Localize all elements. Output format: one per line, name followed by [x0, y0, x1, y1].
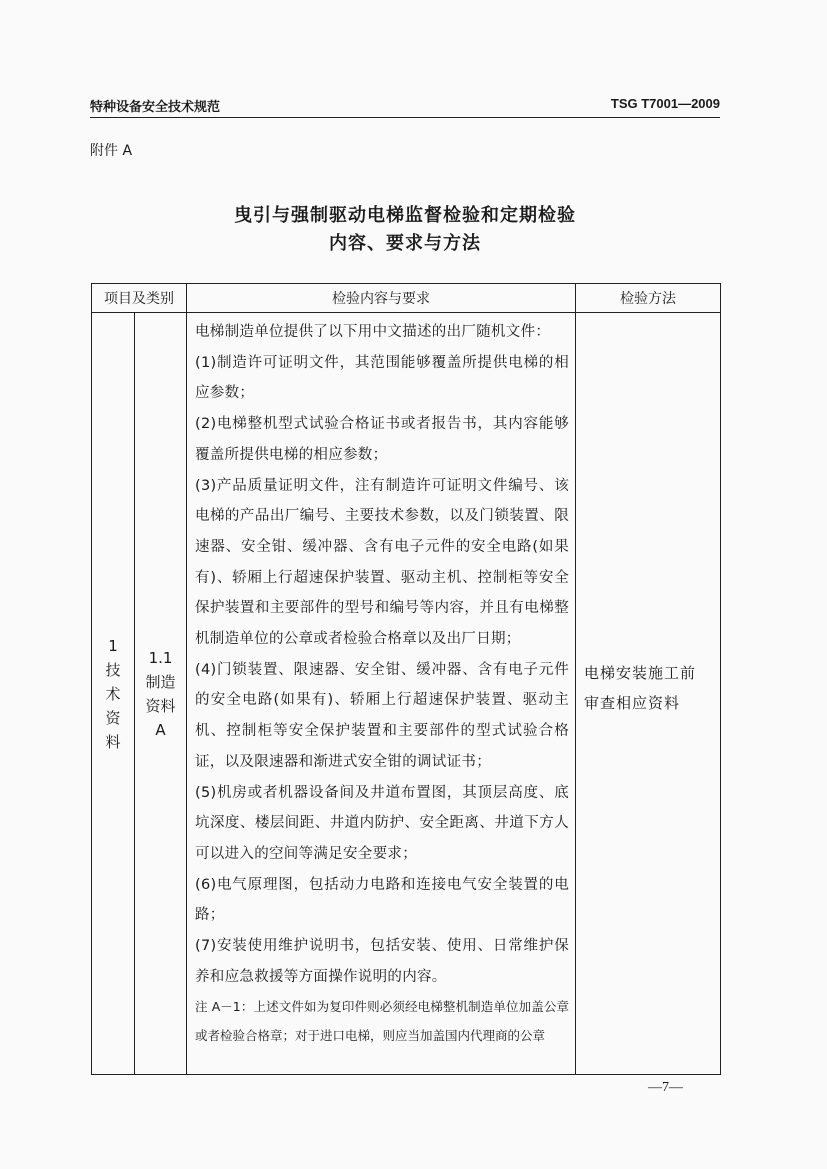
- appendix-label: 附件 A: [90, 143, 133, 159]
- content-paragraph: (6)电气原理图，包括动力电路和连接电气安全装置的电路；: [195, 876, 569, 924]
- subcategory-line: 资料: [145, 696, 176, 715]
- method-cell: [576, 313, 721, 1075]
- subcategory-cell: [135, 313, 187, 1075]
- category-cell: [92, 313, 135, 1075]
- inspection-table: [91, 283, 721, 1075]
- subcategory-line: A: [155, 720, 166, 739]
- category-char: 资: [105, 708, 121, 727]
- category-char: 术: [105, 684, 121, 703]
- content-paragraph: (5)机房或者机器设备间及井道布置图，其顶层高度、底坑深度、楼层间距、井道内防护、安全距离、井道下方人可以进入的空间等满足安全要求；: [195, 784, 569, 862]
- header-category: 项目及类别: [92, 284, 187, 313]
- content-paragraph: (7)安装使用维护说明书，包括安装、使用、日常维护保养和应急救援等方面操作说明的内容。: [195, 938, 569, 985]
- subcategory-line: 制造: [145, 672, 176, 691]
- content-paragraph: (2)电梯整机型式试验合格证书或者报告书，其内容能够覆盖所提供电梯的相应参数；: [195, 416, 569, 463]
- method-line: 电梯安装施工前: [584, 664, 697, 682]
- table-row: [92, 313, 721, 1075]
- content-paragraph: (3)产品质量证明文件，注有制造许可证明文件编号、该电梯的产品出厂编号、主要技术参数，以及门锁装置、限速器、安全钳、缓冲器、含有电子元件的安全电路(如果有)、轿厢上行超速保护装置、驱动主机、控制柜等安全保护装置和主要部件的型号和编号等内容，并且有电梯整机制造单位的公章或者检验合格章以及出厂日期；: [195, 477, 569, 648]
- page-number: —7—: [648, 1080, 683, 1095]
- method-line: 审查相应资料: [584, 694, 681, 712]
- header-standard-code: TSG T7001—2009: [610, 96, 720, 111]
- header-method: 检验方法: [576, 284, 721, 313]
- header-content: 检验内容与要求: [187, 284, 576, 313]
- category-char: 料: [105, 732, 121, 751]
- content-paragraph: 电梯制造单位提供了以下用中文描述的出厂随机文件：: [195, 324, 551, 340]
- table-header-row: [92, 284, 721, 313]
- document-title-line1: 曳引与强制驱动电梯监督检验和定期检验: [234, 205, 576, 226]
- category-number: 1: [108, 636, 118, 655]
- content-paragraph: (4)门锁装置、限速器、安全钳、缓冲器、含有电子元件的安全电路(如果有)、轿厢上行超速保护装置、驱动主机、控制柜等安全保护装置和主要部件的型式试验合格证，以及限速器和渐进式安全钳的调试证书；: [195, 661, 569, 770]
- header-divider: [90, 117, 720, 118]
- page-header: [90, 96, 720, 116]
- subcategory-number: 1.1: [148, 648, 173, 667]
- category-char: 技: [105, 660, 121, 679]
- header-left-title: 特种设备安全技术规范: [90, 100, 221, 115]
- document-title-line2: 内容、要求与方法: [329, 233, 481, 254]
- content-cell: [187, 313, 576, 1075]
- content-note: 注 A－1：上述文件如为复印件则必须经电梯整机制造单位加盖公章或者检验合格章；对于进口电梯，则应当加盖国内代理商的公章: [195, 999, 569, 1044]
- content-paragraph: (1)制造许可证明文件，其范围能够覆盖所提供电梯的相应参数；: [195, 354, 569, 402]
